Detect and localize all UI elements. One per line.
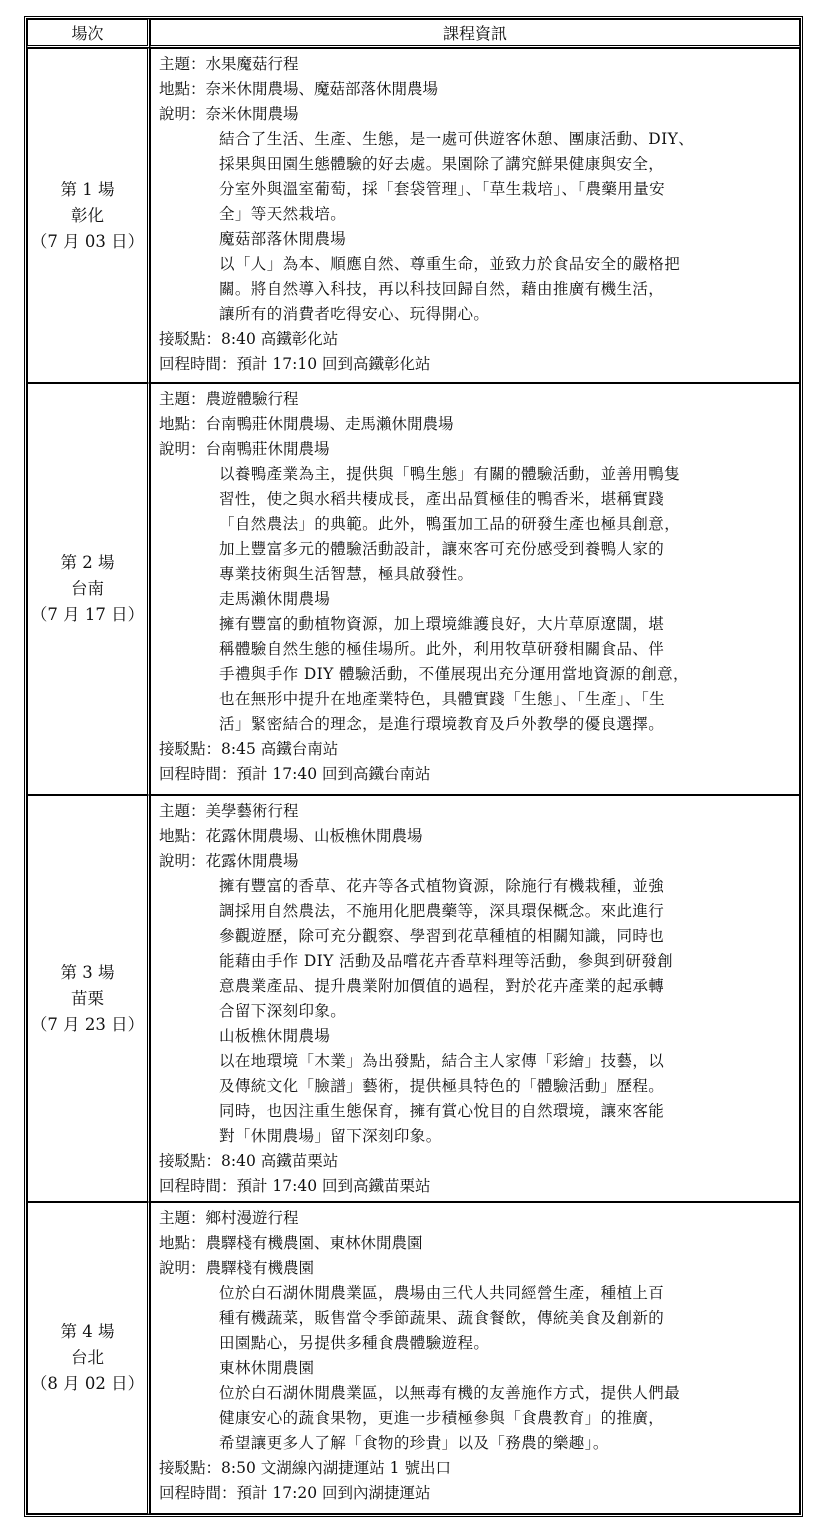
farm-description-line: 全」等天然栽培。	[219, 205, 347, 223]
course-location: 地點：奈米休閒農場、魔菇部落休閒農場	[159, 80, 439, 98]
course-location: 地點：台南鴨莊休閒農場、走馬瀨休閒農場	[159, 415, 454, 433]
farm-description-line: 參觀遊歷，除可充分觀察、學習到花草種植的相關知識，同時也	[219, 927, 665, 945]
session-location: 彰化	[71, 205, 104, 225]
farm-description-line: 擁有豐富的動植物資源，加上環境維護良好，大片草原遼闊，堪	[219, 615, 665, 633]
farm-description-line: 意農業產品、提升農業附加價值的過程，對於花卉產業的起承轉	[219, 977, 665, 995]
farm-description-line: 加上豐富多元的體驗活動設計，讓來客可充份感受到養鴨人家的	[219, 540, 665, 558]
farm-description-line: 調採用自然農法，不施用化肥農藥等，深具環保概念。來此進行	[219, 902, 665, 920]
farm-description-line: 習性，使之與水稻共棲成長，產出品質極佳的鴨香米，堪稱實踐	[219, 490, 665, 508]
farm-description-line: 合留下深刻印象。	[219, 1002, 347, 1020]
course-schedule-page	[24, 16, 803, 1517]
return-time: 回程時間：預計 17:20 回到內湖捷運站	[159, 1484, 431, 1502]
farm-description-line: 位於白石湖休閒農業區，農場由三代人共同經營生產，種植上百	[219, 1284, 665, 1302]
farm-description-line: 能藉由手作 DIY 活動及品嚐花卉香草料理等活動，參與到研發創	[219, 952, 674, 970]
course-description-heading: 說明：農驛棧有機農園	[159, 1259, 315, 1277]
farm-description-line: 擁有豐富的香草、花卉等各式植物資源，除施行有機栽種，並強	[219, 877, 665, 895]
course-description-heading: 說明：台南鴨莊休閒農場	[159, 440, 330, 458]
course-location: 地點：農驛棧有機農園、東林休閒農園	[159, 1234, 423, 1252]
session-row	[27, 1202, 800, 1514]
course-theme: 主題：農遊體驗行程	[159, 390, 299, 408]
session-date: （8 月 02 日）	[30, 1374, 145, 1393]
farm-description-line: 專業技術與生活智慧，極具啟發性。	[219, 565, 474, 583]
farm-description-line: 活」緊密結合的理念，是進行環境教育及戶外教學的優良選擇。	[219, 715, 665, 733]
farm-description-line: 以「人」為本、順應自然、尊重生命，並致力於食品安全的嚴格把	[219, 255, 681, 273]
farm-description-line: 以養鴨產業為主，提供與「鴨生態」有關的體驗活動，並善用鴨隻	[219, 465, 681, 483]
pickup-point: 接駁點：8:40 高鐵苗栗站	[159, 1152, 339, 1170]
return-time: 回程時間：預計 17:10 回到高鐵彰化站	[159, 355, 431, 373]
session-row	[27, 383, 800, 795]
course-info-cell	[150, 383, 800, 795]
session-cell	[27, 795, 150, 1202]
session-number: 第 3 場	[60, 962, 115, 982]
farm-description-line: 對「休閒農場」留下深刻印象。	[219, 1127, 442, 1145]
farm-description-line: 手禮與手作 DIY 體驗活動，不僅展現出充分運用當地資源的創意，	[219, 665, 689, 683]
session-number: 第 4 場	[60, 1322, 115, 1341]
farm-description-line: 也在無形中提升在地產業特色，具體實踐「生態」、「生產」、「生	[219, 690, 666, 708]
course-schedule-table	[24, 16, 803, 1517]
session-column-header: 場次	[27, 19, 150, 48]
course-description-heading: 說明：花露休閒農場	[159, 852, 299, 870]
session-row	[27, 48, 800, 383]
farm-description-line: 位於白石湖休閒農業區，以無毒有機的友善施作方式，提供人們最	[219, 1384, 681, 1402]
session-number: 第 1 場	[60, 179, 115, 199]
course-location: 地點：花露休閒農場、山板樵休閒農場	[159, 827, 423, 845]
second-farm-name: 走馬瀨休閒農場	[219, 590, 331, 608]
session-row	[27, 795, 800, 1202]
farm-description-line: 分室外與溫室葡萄，採「套袋管理」、「草生栽培」、「農藥用量安	[219, 180, 666, 198]
farm-description-line: 關。將自然導入科技，再以科技回歸自然，藉由推廣有機生活，	[219, 280, 665, 298]
farm-description-line: 「自然農法」的典範。此外，鴨蛋加工品的研發生產也極具創意，	[219, 515, 681, 533]
farm-description-line: 及傳統文化「臉譜」藝術，提供極具特色的「體驗活動」歷程。	[219, 1077, 665, 1095]
farm-description-line: 採果與田園生態體驗的好去處。果園除了講究鮮果健康與安全，	[219, 155, 665, 173]
session-location: 苗栗	[71, 988, 104, 1008]
session-location: 台北	[71, 1348, 104, 1367]
course-info-cell	[150, 48, 800, 383]
course-description-heading: 說明：奈米休閒農場	[159, 105, 299, 123]
session-date: （7 月 17 日）	[30, 605, 145, 624]
session-cell	[27, 383, 150, 795]
pickup-point: 接駁點：8:50 文湖線內湖捷運站 1 號出口	[159, 1459, 451, 1477]
course-info-cell	[150, 1202, 800, 1514]
farm-description-line: 讓所有的消費者吃得安心、玩得開心。	[219, 305, 490, 323]
farm-description-line: 以在地環境「木業」為出發點，結合主人家傳「彩繪」技藝，以	[219, 1052, 665, 1070]
info-column-header: 課程資訊	[150, 19, 800, 48]
session-location: 台南	[71, 579, 104, 598]
farm-description-line: 稱體驗自然生態的極佳場所。此外，利用牧草研發相關食品、伴	[219, 640, 665, 658]
session-cell	[27, 48, 150, 383]
second-farm-name: 魔菇部落休閒農場	[219, 230, 347, 248]
farm-description-line: 田園點心，另提供多種食農體驗遊程。	[219, 1334, 490, 1352]
pickup-point: 接駁點：8:45 高鐵台南站	[159, 740, 339, 758]
farm-description-line: 種有機蔬菜，販售當令季節蔬果、蔬食餐飲，傳統美食及創新的	[219, 1309, 665, 1327]
course-theme: 主題：水果魔菇行程	[159, 55, 299, 73]
table-header-row	[27, 19, 800, 48]
farm-description-line: 希望讓更多人了解「食物的珍貴」以及「務農的樂趣」。	[219, 1434, 609, 1452]
course-info-cell	[150, 795, 800, 1202]
session-date: （7 月 03 日）	[30, 231, 145, 251]
farm-description-line: 同時，也因注重生態保育，擁有賞心悅目的自然環境，讓來客能	[219, 1102, 665, 1120]
course-theme: 主題：美學藝術行程	[159, 802, 299, 820]
farm-description-line: 結合了生活、生產、生態，是一處可供遊客休憩、團康活動、DIY、	[219, 130, 695, 148]
course-theme: 主題：鄉村漫遊行程	[159, 1209, 299, 1227]
second-farm-name: 東林休閒農園	[219, 1359, 315, 1377]
return-time: 回程時間：預計 17:40 回到高鐵台南站	[159, 765, 431, 783]
session-number: 第 2 場	[60, 553, 115, 572]
session-date: （7 月 23 日）	[30, 1014, 145, 1034]
farm-description-line: 健康安心的蔬食果物，更進一步積極參與「食農教育」的推廣，	[219, 1409, 665, 1427]
session-cell	[27, 1202, 150, 1514]
second-farm-name: 山板樵休閒農場	[219, 1027, 331, 1045]
pickup-point: 接駁點：8:40 高鐵彰化站	[159, 330, 339, 348]
return-time: 回程時間：預計 17:40 回到高鐵苗栗站	[159, 1177, 431, 1195]
